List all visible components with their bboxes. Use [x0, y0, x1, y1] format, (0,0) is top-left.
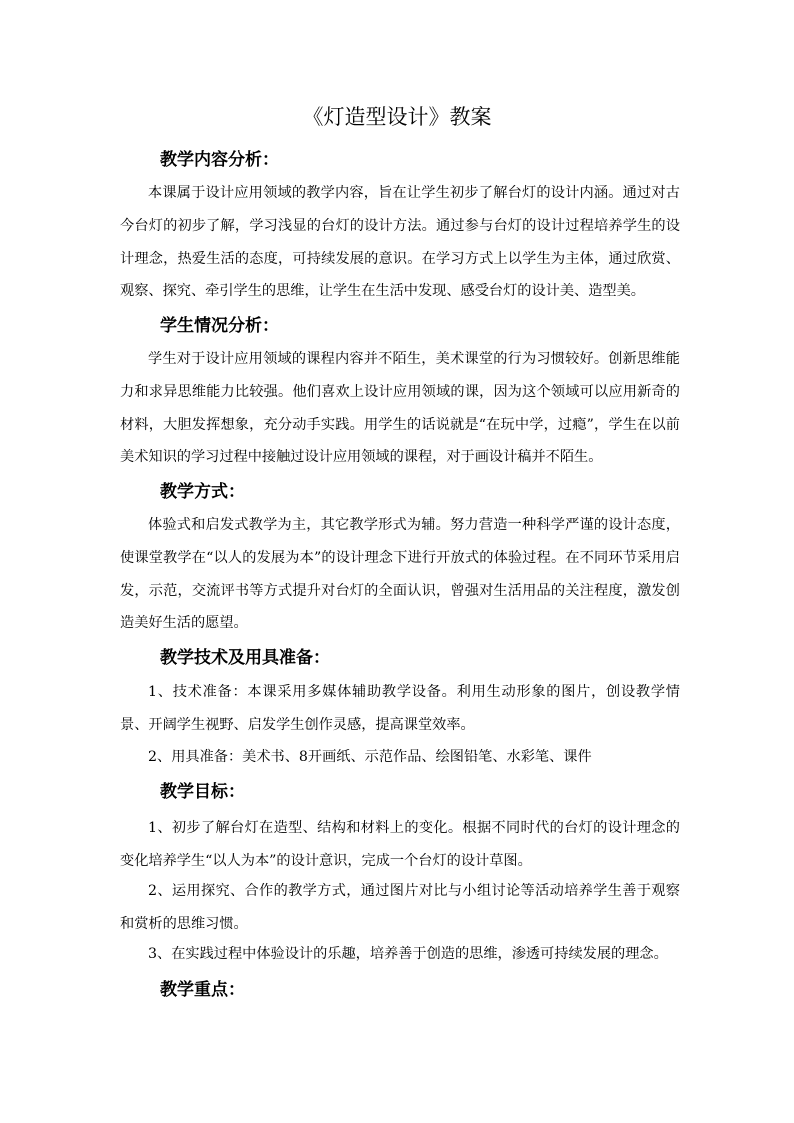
heading-objectives: 教学目标：: [160, 782, 245, 802]
heading-teaching-method: 教学方式：: [160, 482, 245, 502]
paragraph-teaching-method: 体验式和启发式教学为主，其它教学形式为辅。努力营造一种科学严谨的设计态度，使课堂教学在“以人的发展为本”的设计理念下进行开放式的体验过程。在不同环节采用启发，示范，交流评书等方式提升对台灯的全面认识，曾强对生活用品的关注程度，激发创造美好生活的愿望。: [120, 517, 680, 632]
list-item-preparation-2: 2、用具准备：美术书、8开画纸、示范作品、绘图铅笔、水彩笔、课件: [148, 749, 592, 765]
list-item-objective-3: 3、在实践过程中体验设计的乐趣，培养善于创造的思维，渗透可持续发展的理念。: [148, 946, 668, 962]
list-item-objective-1: 1、初步了解台灯在造型、结构和材料上的变化。根据不同时代的台灯的设计理念的变化培养学生“以人为本”的设计意识，完成一个台灯的设计草图。: [120, 820, 680, 869]
paragraph-student-analysis: 学生对于设计应用领域的课程内容并不陌生，美术课堂的行为习惯较好。创新思维能力和求异思维能力比较强。他们喜欢上设计应用领域的课，因为这个领域可以应用新奇的材料，大胆发挥想象，充分动手实践。用学生的话说就是“在玩中学，过瘾”，学生在以前美术知识的学习过程中接触过设计应用领域的课程，对于画设计稿并不陌生。: [120, 351, 680, 466]
document-title: 《灯造型设计》教案: [302, 105, 492, 129]
list-item-objective-2: 2、运用探究、合作的教学方式，通过图片对比与小组讨论等活动培养学生善于观察和赏析的思维习惯。: [120, 883, 680, 932]
list-item-preparation-1: 1、技术准备：本课采用多媒体辅助教学设备。利用生动形象的图片，创设教学情景、开阔学生视野、启发学生创作灵感，提高课堂效率。: [120, 684, 680, 733]
heading-key-points: 教学重点：: [160, 980, 245, 1000]
heading-preparation: 教学技术及用具准备：: [160, 648, 330, 668]
heading-student-analysis: 学生情况分析：: [160, 316, 279, 336]
paragraph-content-analysis: 本课属于设计应用领域的教学内容，旨在让学生初步了解台灯的设计内涵。通过对古今台灯的初步了解，学习浅显的台灯的设计方法。通过参与台灯的设计过程培养学生的设计理念，热爱生活的态度，可持续发展的意识。在学习方式上以学生为主体，通过欣赏、观察、探究、牵引学生的思维，让学生在生活中发现、感受台灯的设计美、造型美。: [120, 185, 680, 300]
heading-content-analysis: 教学内容分析：: [160, 150, 279, 170]
